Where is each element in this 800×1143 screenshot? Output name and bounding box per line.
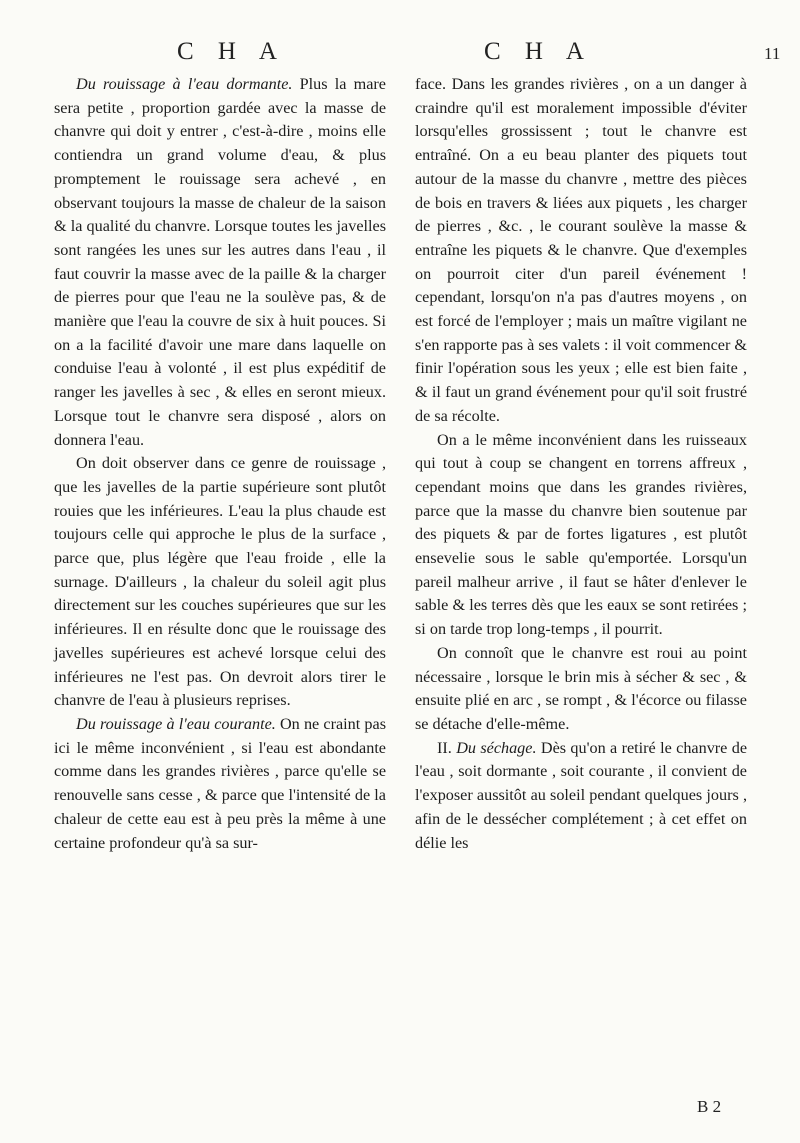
left-column	[54, 73, 386, 855]
page-number: 11	[764, 44, 781, 63]
paragraph-chanvre-roui	[415, 642, 747, 737]
signature-mark: B 2	[697, 1097, 722, 1116]
section-heading-eau-courante: Du rouissage à l'eau courante.	[76, 714, 276, 733]
paragraph-ruisseaux	[415, 429, 747, 642]
paragraph-observation	[54, 452, 386, 713]
paragraph-body: On connoît que le chanvre est roui au point nécessaire , lorsque le brin mis à sécher & sec , & ensuite plié en arc , se rompt , & l'écorce ou filasse se détache d'elle-même.	[415, 643, 747, 733]
paragraph-rouissage-eau-dormante	[54, 73, 386, 452]
section-number: II.	[437, 738, 452, 757]
paragraph-rouissage-eau-courante	[54, 713, 386, 855]
paragraph-body: On ne craint pas ici le même inconvénient , si l'eau est abondante comme dans les grandes rivières , parce qu'elle se renouvelle sans cesse , & parce que l'intensité de la chaleur de cette eau est à peu près la même à une certaine profondeur qu'à sa sur-	[54, 714, 386, 852]
running-head-left: C H A	[177, 38, 286, 65]
paragraph-body: Plus la mare sera petite , proportion gardée avec la masse de chanvre qui doit y entrer , c'est-à-dire , moins elle contiendra un grand volume d'eau, & plus promptement le rouissage sera achevé , en observant toujours la masse de chaleur de la saison & la qualité du chanvre. Lorsque toutes les javelles sont rangées les unes sur les autres dans l'eau , il faut couvrir la masse avec de la paille & la charger de pierres pour que l'eau ne la soulève pas, & de manière que l'eau la couvre de six à huit pouces. Si on a la facilité d'avoir une mare dans laquelle on conduise l'eau à volonté , il est plus expéditif de ranger les javelles à sec , & elles en seront mieux. Lorsque tout le chanvre sera disposé , alors on donnera l'eau.	[54, 75, 386, 449]
paragraph-body: Dès qu'on a retiré le chanvre de l'eau , soit dormante , soit courante , il convient de l'exposer aussitôt au soleil pendant quelques jours , afin de le dessécher complétement ; à cet effet on délie les	[415, 738, 748, 852]
paragraph-body: On doit observer dans ce genre de rouissage , que les javelles de la partie supérieure sont plutôt rouies que les inférieures. L'eau la plus chaude est toujours celle qui approche le plus de la surface , parce que, plus légère que l'eau froide , elle la surnage. D'ailleurs , la chaleur du soleil agit plus directement sur les couches supérieures que sur les inférieures. Il en résulte donc que le rouissage des javelles supérieures est achevé lorsque celui des inférieures ne l'est pas. On devroit alors tirer le chanvre de l'eau à plusieurs reprises.	[54, 454, 386, 710]
paragraph-sechage	[415, 737, 747, 856]
running-head-right: C H A	[484, 38, 593, 65]
paragraph-body: face. Dans les grandes rivières , on a un danger à craindre qu'il est moralement impossible d'éviter lorsqu'elles grossissent ; tout le chanvre est entraîné. On a eu beau planter des piquets tout autour de la masse du chanvre , mettre des pièces de bois en travers & liées aux piquets , les charger de pierres , &c. , le courant soulève la masse & entraîne les piquets & le chanvre. Que d'exemples on pourroit citer d'un pareil événement ! cependant, lorsqu'on n'a pas d'autres moyens , on est forcé de l'employer ; mais un maître vigilant ne s'en rapporte pas à ses valets : il voit commencer & finir l'opération sous les yeux ; elle est bien faite , & il faut un grand événement pour qu'il soit frustré de sa récolte.	[415, 75, 747, 425]
paragraph-body: On a le même inconvénient dans les ruisseaux qui tout à coup se changent en torrens affreux , cependant moins que dans les grandes rivières, parce que la masse du chanvre bien soutenue par des piquets & par de fortes ligatures , est plutôt ensevelie sous le sable qu'emportée. Lorsqu'un pareil malheur arrive , il faut se hâter d'enlever le sable & les terres dès que les eaux se sont retirées ; si on tarde trop long-temps , il pourrit.	[415, 430, 747, 639]
section-heading-eau-dormante: Du rouissage à l'eau dormante.	[76, 75, 293, 93]
paragraph-continued	[415, 73, 747, 429]
right-column	[415, 73, 747, 855]
section-heading-sechage: Du séchage.	[456, 738, 537, 757]
